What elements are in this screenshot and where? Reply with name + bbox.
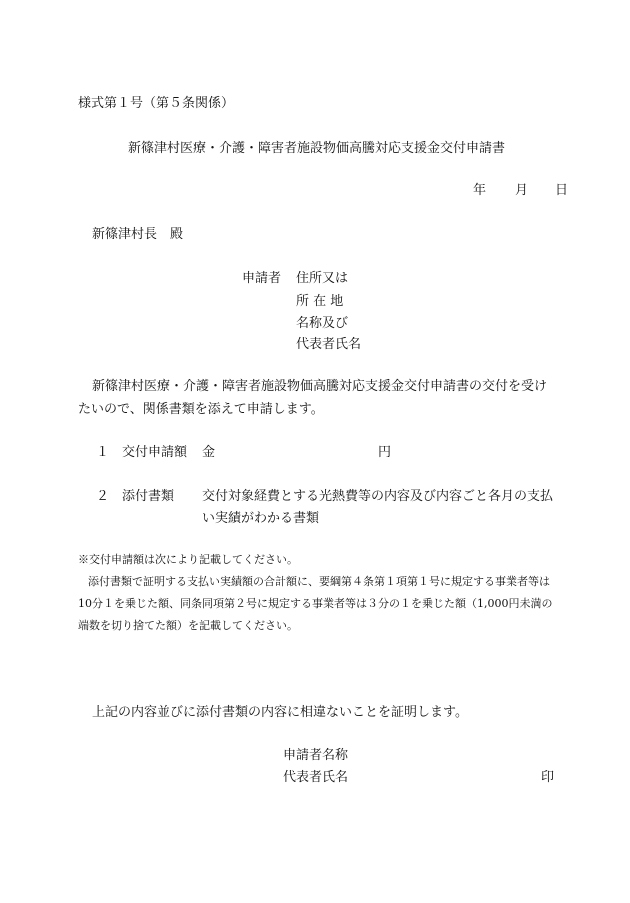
signature-applicant-name-label: 申請者名称 <box>283 748 349 763</box>
body-line-2: たいので、関係書類を添えて申請します。 <box>78 402 324 417</box>
date-year: 年 <box>473 183 487 198</box>
applicant-name-label: 名称及び <box>296 316 349 331</box>
item-2-number: ２ <box>96 489 110 504</box>
item-1-prefix: 金 <box>202 445 216 460</box>
certification-statement: 上記の内容並びに添付書類の内容に相違ないことを証明します。 <box>92 705 468 720</box>
body-line-1: 新篠津村医療・介護・障害者施設物価高騰対応支援金交付申請書の交付を受け <box>92 379 548 394</box>
item-2-line-2: い実績がわかる書類 <box>202 511 320 526</box>
notes-line-1: 添付書類で証明する支払い実績額の合計額に、要綱第４条第１項第１号に規定する事業者等は <box>88 575 550 588</box>
notes-heading: ※交付申請額は次により記載してください。 <box>78 553 298 566</box>
date-month: 月 <box>515 183 529 198</box>
item-1-label: 交付申請額 <box>122 445 188 460</box>
applicant-location-label: 所 在 地 <box>296 294 344 309</box>
applicant-rep-label: 代表者氏名 <box>296 337 362 352</box>
document-title: 新篠津村医療・介護・障害者施設物価高騰対応支援金交付申請書 <box>128 141 506 156</box>
notes-line-3: 端数を切り捨てた額）を記載してください。 <box>78 619 298 632</box>
date-day: 日 <box>555 183 569 198</box>
addressee: 新篠津村長 殿 <box>92 227 184 242</box>
applicant-address-label: 住所又は <box>296 271 349 286</box>
item-2-label: 添付書類 <box>122 489 175 504</box>
form-number: 様式第１号（第５条関係） <box>78 96 235 111</box>
applicant-label: 申請者 <box>242 271 282 286</box>
notes-line-2: 10分１を乗じた額、同条同項第２号に規定する事業者等は３分の１を乗じた額（1,000円未満の <box>78 597 553 610</box>
item-2-line-1: 交付対象経費とする光熱費等の内容及び内容ごと各月の支払 <box>202 489 554 504</box>
item-1-number: １ <box>96 445 110 460</box>
item-1-suffix: 円 <box>378 445 392 460</box>
seal-mark: 印 <box>541 770 555 785</box>
signature-rep-label: 代表者氏名 <box>283 770 349 785</box>
